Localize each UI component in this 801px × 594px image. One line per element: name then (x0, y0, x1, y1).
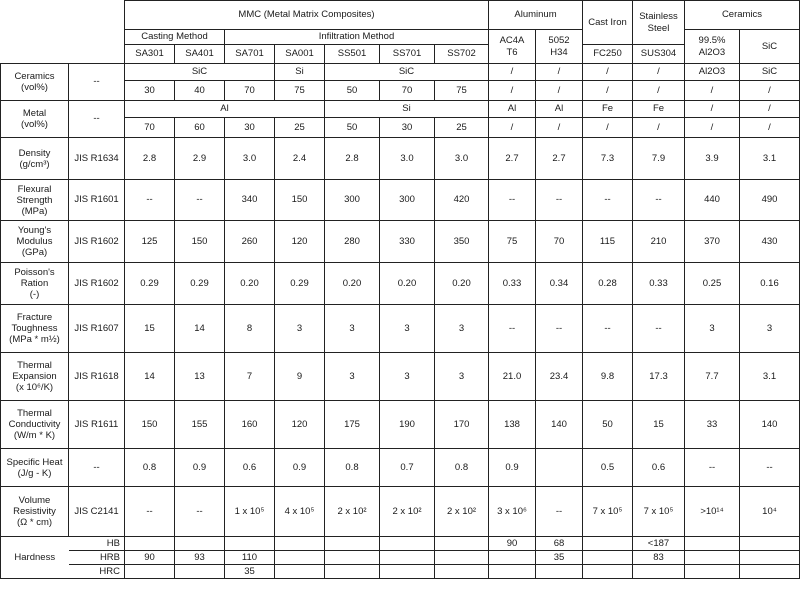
value-cell (175, 537, 225, 551)
value-cell: -- (536, 305, 583, 353)
row-label-hardness: Hardness (1, 537, 69, 579)
value-cell (435, 537, 489, 551)
value-cell: -- (583, 180, 633, 221)
value-cell: 330 (380, 221, 435, 263)
value-cell (740, 565, 800, 579)
value-cell: 0.29 (275, 263, 325, 305)
value-cell: -- (175, 180, 225, 221)
row-poissons-ratio (1, 263, 800, 305)
material-cell: Al (489, 101, 536, 118)
value-cell (175, 565, 225, 579)
product-header: SS701 (380, 45, 435, 64)
value-cell: 40 (175, 81, 225, 101)
value-cell (325, 537, 380, 551)
value-cell: <187 (633, 537, 685, 551)
value-cell: 13 (175, 353, 225, 401)
value-cell: 4 x 10⁵ (275, 487, 325, 537)
value-cell (583, 537, 633, 551)
value-cell: 2 x 10² (380, 487, 435, 537)
value-cell: 0.34 (536, 263, 583, 305)
value-cell: 60 (175, 118, 225, 138)
row-hardness-hb (1, 537, 800, 551)
value-cell: 0.8 (435, 449, 489, 487)
value-cell: 440 (685, 180, 740, 221)
row-label: Poisson's Ration (-) (1, 263, 69, 305)
value-cell: 3 (435, 305, 489, 353)
value-cell (489, 565, 536, 579)
value-cell: 2.7 (536, 138, 583, 180)
value-cell: 70 (536, 221, 583, 263)
value-cell: 0.25 (685, 263, 740, 305)
value-cell (536, 449, 583, 487)
standard-cell: -- (69, 101, 125, 138)
value-cell: / (633, 118, 685, 138)
material-cell: Fe (583, 101, 633, 118)
value-cell: -- (633, 305, 685, 353)
value-cell: 23.4 (536, 353, 583, 401)
value-cell: 35 (536, 551, 583, 565)
value-cell: 75 (489, 221, 536, 263)
value-cell: 120 (275, 401, 325, 449)
value-cell: 3 (325, 353, 380, 401)
value-cell: 70 (125, 118, 175, 138)
value-cell: 3.0 (225, 138, 275, 180)
value-cell: 0.20 (380, 263, 435, 305)
row-label: Volume Resistivity (Ω * cm) (1, 487, 69, 537)
value-cell: 120 (275, 221, 325, 263)
value-cell: 115 (583, 221, 633, 263)
product-header: SA701 (225, 45, 275, 64)
product-header: SUS304 (633, 45, 685, 64)
value-cell: 3 (380, 353, 435, 401)
row-thermal-expansion (1, 353, 800, 401)
value-cell: -- (536, 487, 583, 537)
standard-cell: JIS R1607 (69, 305, 125, 353)
value-cell: 430 (740, 221, 800, 263)
value-cell (380, 551, 435, 565)
value-cell (583, 551, 633, 565)
value-cell: 68 (536, 537, 583, 551)
value-cell: 25 (435, 118, 489, 138)
row-specific-heat (1, 449, 800, 487)
value-cell: 90 (489, 537, 536, 551)
value-cell: -- (489, 305, 536, 353)
row-hardness-hrb (1, 551, 800, 565)
value-cell: 8 (225, 305, 275, 353)
value-cell: 3 x 10⁶ (489, 487, 536, 537)
value-cell: 7.9 (633, 138, 685, 180)
value-cell: 110 (225, 551, 275, 565)
material-cell: Fe (633, 101, 685, 118)
value-cell: 340 (225, 180, 275, 221)
value-cell: 3 (740, 305, 800, 353)
material-cell: / (536, 64, 583, 81)
value-cell: 3.9 (685, 138, 740, 180)
standard-cell: JIS R1618 (69, 353, 125, 401)
value-cell: 0.8 (325, 449, 380, 487)
value-cell: 0.9 (275, 449, 325, 487)
value-cell: 14 (125, 353, 175, 401)
value-cell: 3 (435, 353, 489, 401)
value-cell: / (583, 81, 633, 101)
value-cell: 150 (175, 221, 225, 263)
row-fracture-toughness (1, 305, 800, 353)
product-header: 99.5% Al2O3 (685, 30, 740, 64)
row-label: Density (g/cm³) (1, 138, 69, 180)
value-cell: 0.6 (225, 449, 275, 487)
value-cell: 370 (685, 221, 740, 263)
value-cell: / (685, 118, 740, 138)
value-cell: 280 (325, 221, 380, 263)
value-cell: 50 (325, 118, 380, 138)
value-cell: 0.6 (633, 449, 685, 487)
value-cell: 15 (125, 305, 175, 353)
row-label: Specific Heat (J/g - K) (1, 449, 69, 487)
value-cell: 2.7 (489, 138, 536, 180)
value-cell: 2.8 (325, 138, 380, 180)
value-cell: 175 (325, 401, 380, 449)
value-cell: / (489, 118, 536, 138)
value-cell: 70 (225, 81, 275, 101)
group-header-mmc: MMC (Metal Matrix Composites) (125, 1, 489, 30)
value-cell (325, 551, 380, 565)
value-cell: 17.3 (633, 353, 685, 401)
value-cell: 9.8 (583, 353, 633, 401)
value-cell: 150 (125, 401, 175, 449)
value-cell: 7 x 10⁵ (633, 487, 685, 537)
value-cell: / (489, 81, 536, 101)
subheader-infiltration-method: Infiltration Method (225, 30, 489, 45)
value-cell: 21.0 (489, 353, 536, 401)
value-cell: / (685, 81, 740, 101)
material-cell: Si (325, 101, 489, 118)
value-cell: 2.9 (175, 138, 225, 180)
value-cell (633, 565, 685, 579)
value-cell (435, 551, 489, 565)
value-cell: / (740, 81, 800, 101)
value-cell: 3 (685, 305, 740, 353)
value-cell: 3 (325, 305, 380, 353)
material-cell: / (489, 64, 536, 81)
value-cell: 3.0 (380, 138, 435, 180)
standard-cell: -- (69, 449, 125, 487)
value-cell (740, 537, 800, 551)
row-thermal-conductivity (1, 401, 800, 449)
row-volume-resistivity (1, 487, 800, 537)
value-cell: 50 (583, 401, 633, 449)
value-cell: / (740, 118, 800, 138)
value-cell: 2.8 (125, 138, 175, 180)
hardness-scale-label: HRC (69, 565, 125, 579)
value-cell: 7 (225, 353, 275, 401)
row-label: Thermal Expansion (x 10⁶/K) (1, 353, 69, 401)
hardness-scale-label: HB (69, 537, 125, 551)
row-label-metal: Metal (vol%) (1, 101, 69, 138)
value-cell: 90 (125, 551, 175, 565)
material-cell: SiC (325, 64, 489, 81)
value-cell (225, 537, 275, 551)
value-cell: 0.9 (489, 449, 536, 487)
value-cell: 7.3 (583, 138, 633, 180)
value-cell: 7 x 10⁵ (583, 487, 633, 537)
value-cell: 300 (325, 180, 380, 221)
value-cell: 420 (435, 180, 489, 221)
value-cell: 3 (275, 305, 325, 353)
product-header: SS702 (435, 45, 489, 64)
value-cell: 33 (685, 401, 740, 449)
material-cell: / (633, 64, 685, 81)
value-cell: 93 (175, 551, 225, 565)
value-cell: 350 (435, 221, 489, 263)
material-cell: Si (275, 64, 325, 81)
value-cell: / (633, 81, 685, 101)
standard-cell: JIS R1634 (69, 138, 125, 180)
value-cell: 10⁴ (740, 487, 800, 537)
product-header: 5052 H34 (536, 30, 583, 64)
value-cell (536, 565, 583, 579)
value-cell: -- (536, 180, 583, 221)
value-cell: 0.9 (175, 449, 225, 487)
value-cell: 138 (489, 401, 536, 449)
value-cell: 2 x 10² (435, 487, 489, 537)
value-cell: 0.8 (125, 449, 175, 487)
product-header: SA301 (125, 45, 175, 64)
row-density (1, 138, 800, 180)
product-header: SiC (740, 30, 800, 64)
standard-cell: JIS R1602 (69, 221, 125, 263)
value-cell: -- (685, 449, 740, 487)
value-cell: 75 (275, 81, 325, 101)
value-cell (740, 551, 800, 565)
value-cell (275, 537, 325, 551)
value-cell (685, 565, 740, 579)
value-cell: 150 (275, 180, 325, 221)
value-cell (125, 537, 175, 551)
value-cell: 3 (380, 305, 435, 353)
value-cell: / (583, 118, 633, 138)
value-cell: 15 (633, 401, 685, 449)
value-cell: -- (489, 180, 536, 221)
value-cell: 0.16 (740, 263, 800, 305)
value-cell: 30 (225, 118, 275, 138)
value-cell: 0.5 (583, 449, 633, 487)
value-cell (489, 551, 536, 565)
material-cell: SiC (740, 64, 800, 81)
material-cell: / (583, 64, 633, 81)
value-cell: 140 (740, 401, 800, 449)
value-cell (275, 551, 325, 565)
material-cell: Al (536, 101, 583, 118)
value-cell: 155 (175, 401, 225, 449)
product-header: SA401 (175, 45, 225, 64)
value-cell: 0.7 (380, 449, 435, 487)
value-cell: 3.1 (740, 353, 800, 401)
value-cell (275, 565, 325, 579)
material-cell: Al2O3 (685, 64, 740, 81)
value-cell (685, 537, 740, 551)
value-cell: 300 (380, 180, 435, 221)
value-cell: / (536, 81, 583, 101)
value-cell: 0.29 (175, 263, 225, 305)
value-cell (125, 565, 175, 579)
row-label: Fracture Toughness (MPa * m½) (1, 305, 69, 353)
material-cell: / (685, 101, 740, 118)
row-label: Thermal Conductivity (W/m * K) (1, 401, 69, 449)
value-cell: 2.4 (275, 138, 325, 180)
value-cell: 83 (633, 551, 685, 565)
value-cell: 9 (275, 353, 325, 401)
value-cell: -- (633, 180, 685, 221)
standard-cell: JIS R1601 (69, 180, 125, 221)
value-cell: 0.20 (325, 263, 380, 305)
value-cell: 0.29 (125, 263, 175, 305)
row-label-ceramics: Ceramics (vol%) (1, 64, 69, 101)
product-header: SS501 (325, 45, 380, 64)
value-cell: 2 x 10² (325, 487, 380, 537)
value-cell (380, 565, 435, 579)
value-cell: 0.33 (633, 263, 685, 305)
group-header-ceramics: Ceramics (685, 1, 800, 30)
value-cell: 1 x 10⁵ (225, 487, 275, 537)
value-cell (583, 565, 633, 579)
row-flexural-strength (1, 180, 800, 221)
value-cell: 140 (536, 401, 583, 449)
value-cell: 25 (275, 118, 325, 138)
value-cell: 3.1 (740, 138, 800, 180)
standard-cell: JIS R1602 (69, 263, 125, 305)
value-cell: 490 (740, 180, 800, 221)
value-cell (685, 551, 740, 565)
value-cell: / (536, 118, 583, 138)
value-cell (380, 537, 435, 551)
value-cell: -- (740, 449, 800, 487)
product-header: SA001 (275, 45, 325, 64)
value-cell: 30 (380, 118, 435, 138)
value-cell: 7.7 (685, 353, 740, 401)
row-hardness-hrc (1, 565, 800, 579)
value-cell: 3.0 (435, 138, 489, 180)
material-cell: / (740, 101, 800, 118)
value-cell: 125 (125, 221, 175, 263)
value-cell: -- (125, 487, 175, 537)
group-header-cast-iron: Cast Iron (583, 1, 633, 45)
value-cell: 30 (125, 81, 175, 101)
value-cell: 190 (380, 401, 435, 449)
row-youngs-modulus (1, 221, 800, 263)
value-cell: -- (175, 487, 225, 537)
value-cell: >10¹⁴ (685, 487, 740, 537)
value-cell: 260 (225, 221, 275, 263)
row-label: Young's Modulus (GPa) (1, 221, 69, 263)
standard-cell: JIS C2141 (69, 487, 125, 537)
product-header: FC250 (583, 45, 633, 64)
standard-cell: -- (69, 64, 125, 101)
product-header: AC4A T6 (489, 30, 536, 64)
hardness-scale-label: HRB (69, 551, 125, 565)
value-cell: 0.33 (489, 263, 536, 305)
value-cell: 170 (435, 401, 489, 449)
value-cell: 50 (325, 81, 380, 101)
row-label: Flexural Strength (MPa) (1, 180, 69, 221)
group-header-stainless-steel: Stainless Steel (633, 1, 685, 45)
group-header-aluminum: Aluminum (489, 1, 583, 30)
value-cell: 0.28 (583, 263, 633, 305)
value-cell: 14 (175, 305, 225, 353)
value-cell: 75 (435, 81, 489, 101)
subheader-casting-method: Casting Method (125, 30, 225, 45)
value-cell: 160 (225, 401, 275, 449)
value-cell: -- (125, 180, 175, 221)
material-cell: Al (125, 101, 325, 118)
value-cell (325, 565, 380, 579)
standard-cell: JIS R1611 (69, 401, 125, 449)
material-cell: SiC (125, 64, 275, 81)
value-cell (435, 565, 489, 579)
value-cell: 70 (380, 81, 435, 101)
value-cell: 0.20 (225, 263, 275, 305)
value-cell: 0.20 (435, 263, 489, 305)
value-cell: 35 (225, 565, 275, 579)
value-cell: 210 (633, 221, 685, 263)
value-cell: -- (583, 305, 633, 353)
